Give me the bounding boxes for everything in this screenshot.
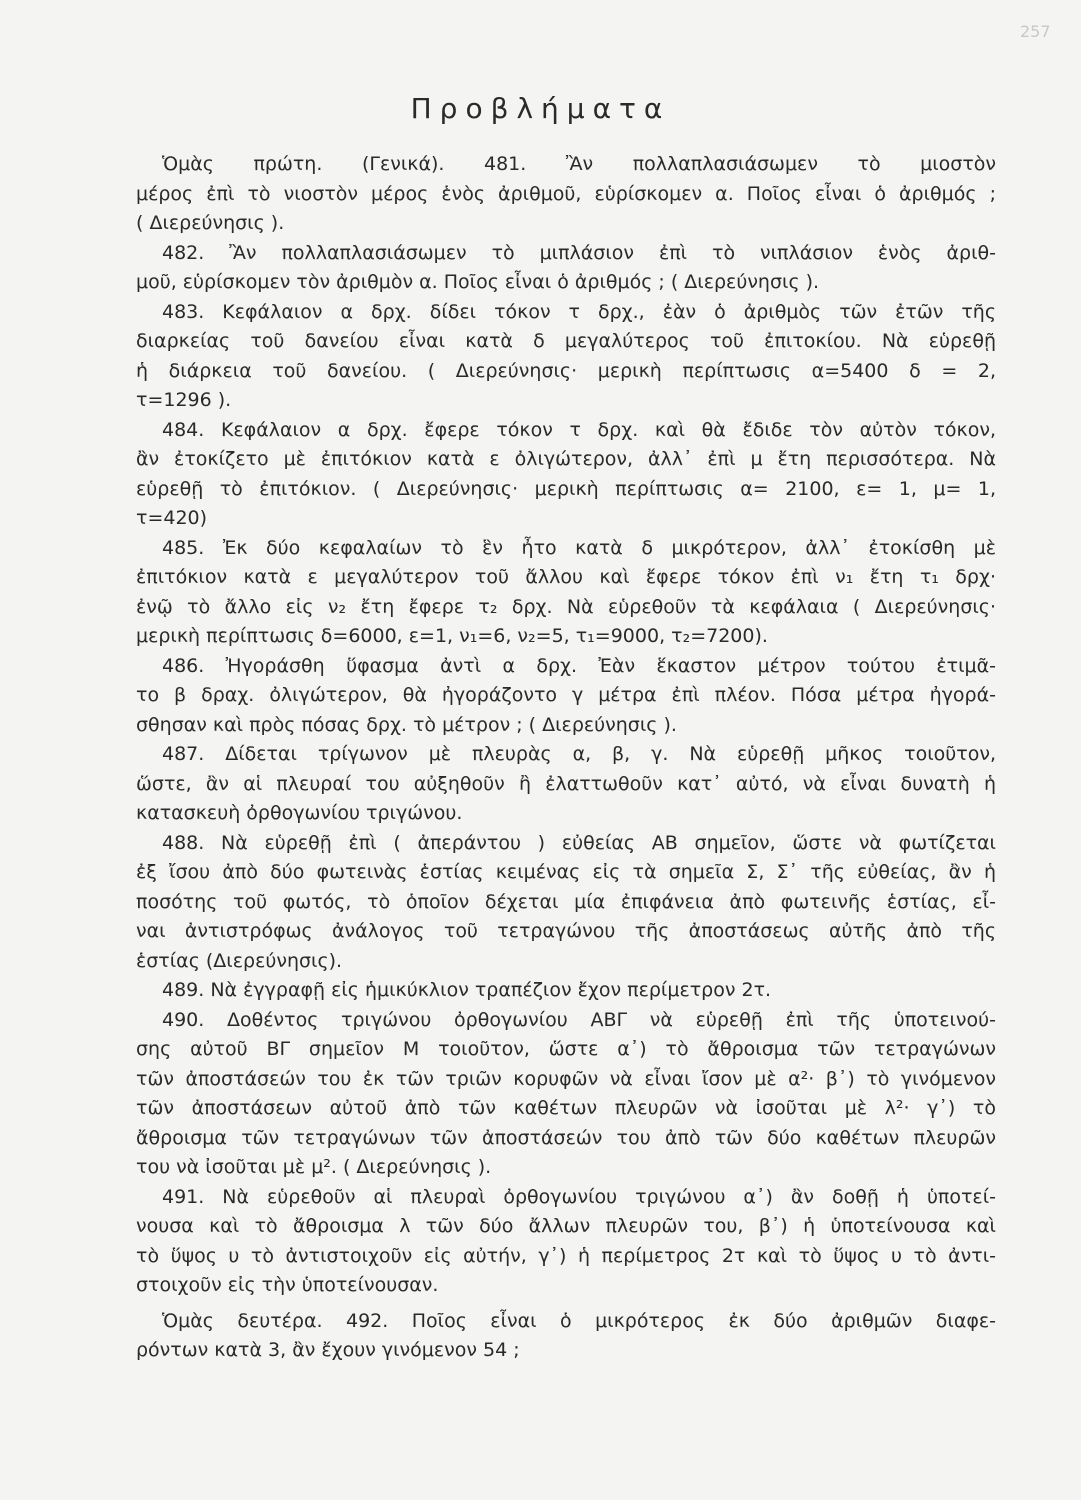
- text-line: μοῦ, εὑρίσκομεν τὸν ἀριθμὸν α. Ποῖος εἶναι ὁ ἀριθμός ; ( Διερεύνησις ).: [136, 271, 820, 293]
- text-line: ἐξ ἴσου ἀπὸ δύο φωτεινὰς ἑστίας κειμένας εἰς τὰ σημεῖα Σ, Σ᾽ τῆς εὐθείας, ἂν ἡ: [136, 861, 996, 883]
- text-line: 483. Κεφάλαιον α δρχ. δίδει τόκον τ δρχ., ἐὰν ὁ ἀριθμὸς τῶν ἐτῶν τῆς: [162, 300, 996, 323]
- text-line: Ὁμὰς δευτέρα. 492. Ποῖος εἶναι ὁ μικρότερος ἐκ δύο ἀριθμῶν διαφε-: [162, 1309, 996, 1332]
- text-line: ναι ἀντιστρόφως ἀνάλογος τοῦ τετραγώνου τῆς ἀποστάσεως αὐτῆς ἀπὸ τῆς: [136, 920, 996, 942]
- text-line: κατασκευὴ ὀρθογωνίου τριγώνου.: [136, 802, 463, 824]
- text-line: ἑστίας (Διερεύνησις).: [136, 949, 343, 972]
- text-line: διαρκείας τοῦ δανείου εἶναι κατὰ δ μεγαλύτερος τοῦ ἐπιτοκίου. Νὰ εὑρεθῇ: [136, 330, 996, 352]
- body-text: [136, 150, 996, 1366]
- text-line: τῶν ἀποστάσεών του ἐκ τῶν τριῶν κορυφῶν νὰ εἶναι ἴσον μὲ α²· β᾽) τὸ γινόμενον: [136, 1067, 996, 1090]
- text-line: ἄθροισμα τῶν τετραγώνων τῶν ἀποστάσεών του ἀπὸ τῶν δύο καθέτων πλευρῶν: [136, 1126, 996, 1149]
- text-line: 487. Δίδεται τρίγωνον μὲ πλευρὰς α, β, γ. Νὰ εὑρεθῇ μῆκος τοιοῦτον,: [162, 743, 996, 765]
- text-line: ρόντων κατὰ 3, ἂν ἔχουν γινόμενον 54 ;: [136, 1339, 520, 1361]
- text-line: τ=420): [136, 507, 208, 529]
- text-line: ( Διερεύνησις ).: [136, 212, 285, 234]
- text-line: 486. Ἠγοράσθη ὕφασμα ἀντὶ α δρχ. Ἐὰν ἕκαστον μέτρον τούτου ἐτιμᾶ-: [162, 654, 996, 677]
- text-line: σθησαν καὶ πρὸς πόσας δρχ. τὸ μέτρον ; ( Διερεύνησις ).: [136, 713, 677, 736]
- text-line: ἡ διάρκεια τοῦ δανείου. ( Διερεύνησις· μερικὴ περίπτωσις α=5400 δ = 2,: [136, 359, 996, 382]
- text-line: τὸ ὕψος υ τὸ ἀντιστοιχοῦν εἰς αὐτήν, γ᾽) ἡ περίμετρος 2τ καὶ τὸ ὕψος υ τὸ ἀντι-: [136, 1244, 996, 1267]
- text-line: 489. Νὰ ἐγγραφῇ εἰς ἡμικύκλιον τραπέζιον ἔχον περίμετρον 2τ.: [162, 979, 772, 1001]
- text-line: Ὁμὰς πρώτη. (Γενικά). 481. Ἂν πολλαπλασιάσωμεν τὸ μιοστὸν: [162, 153, 996, 175]
- text-line: στοιχοῦν εἰς τὴν ὑποτείνουσαν.: [136, 1274, 439, 1296]
- text-line: του νὰ ἰσοῦται μὲ μ². ( Διερεύνησις ).: [136, 1156, 492, 1178]
- text-line: το β δραχ. ὀλιγώτερον, θὰ ἠγοράζοντο γ μέτρα ἐπὶ πλέον. Πόσα μέτρα ἠγορά-: [136, 684, 996, 706]
- text-line: ποσότης τοῦ φωτός, τὸ ὁποῖον δέχεται μία ἐπιφάνεια ἀπὸ φωτεινῆς ἑστίας, εἶ-: [136, 890, 996, 913]
- text-line: τ=1296 ).: [136, 389, 232, 411]
- text-line: ὥστε, ἂν αἱ πλευραί του αὐξηθοῦν ἢ ἐλαττωθοῦν κατ᾽ αὐτό, νὰ εἶναι δυνατὴ ἡ: [136, 772, 996, 795]
- text-line: 490. Δοθέντος τριγώνου ὀρθογωνίου ΑΒΓ νὰ εὑρεθῇ ἐπὶ τῆς ὑποτεινού-: [162, 1008, 996, 1031]
- text-line: 484. Κεφάλαιον α δρχ. ἔφερε τόκον τ δρχ. καὶ θὰ ἔδιδε τὸν αὐτὸν τόκον,: [162, 418, 996, 441]
- text-line: 482. Ἂν πολλαπλασιάσωμεν τὸ μιπλάσιον ἐπὶ τὸ νιπλάσιον ἑνὸς ἀριθ-: [162, 241, 996, 264]
- text-line: 491. Νὰ εὑρεθοῦν αἱ πλευραὶ ὀρθογωνίου τριγώνου α᾽) ἂν δοθῇ ἡ ὑποτεί-: [162, 1185, 996, 1208]
- text-line: τῶν ἀποστάσεων αὐτοῦ ἀπὸ τῶν καθέτων πλευρῶν νὰ ἰσοῦται μὲ λ²· γ᾽) τὸ: [136, 1097, 996, 1119]
- text-line: νουσα καὶ τὸ ἄθροισμα λ τῶν δύο ἄλλων πλευρῶν του, β᾽) ἡ ὑποτείνουσα καὶ: [136, 1215, 996, 1237]
- text-line: μέρος ἐπὶ τὸ νιοστὸν μέρος ἑνὸς ἀριθμοῦ, εὑρίσκομεν α. Ποῖος εἶναι ὁ ἀριθμός ;: [136, 182, 996, 205]
- text-line: ἂν ἐτοκίζετο μὲ ἐπιτόκιον κατὰ ε ὀλιγώτερον, ἀλλ᾽ ἐπὶ μ ἔτη περισσότερα. Νὰ: [136, 448, 996, 470]
- text-line: ἐπιτόκιον κατὰ ε μεγαλύτερον τοῦ ἄλλου καὶ ἔφερε τόκον ἐπὶ ν₁ ἔτη τ₁ δρχ·: [136, 566, 996, 588]
- text-line: εὑρεθῇ τὸ ἐπιτόκιον. ( Διερεύνησις· μερικὴ περίπτωσις α= 2100, ε= 1, μ= 1,: [136, 477, 996, 500]
- page-title: Προβλήματα: [410, 92, 671, 125]
- text-line: ἐνῷ τὸ ἄλλο εἰς ν₂ ἔτη ἔφερε τ₂ δρχ. Νὰ εὑρεθοῦν τὰ κεφάλαια ( Διερεύνησις·: [136, 595, 996, 618]
- text-line: σης αὐτοῦ ΒΓ σημεῖον Μ τοιοῦτον, ὥστε α᾽) τὸ ἄθροισμα τῶν τετραγώνων: [136, 1038, 996, 1060]
- page-number: 257: [1020, 22, 1051, 41]
- text-line: μερικὴ περίπτωσις δ=6000, ε=1, ν₁=6, ν₂=5, τ₁=9000, τ₂=7200).: [136, 625, 768, 647]
- text-line: 485. Ἐκ δύο κεφαλαίων τὸ ἓν ἦτο κατὰ δ μικρότερον, ἀλλ᾽ ἐτοκίσθη μὲ: [162, 536, 996, 559]
- text-line: 488. Νὰ εὑρεθῇ ἐπὶ ( ἀπεράντου ) εὐθείας ΑΒ σημεῖον, ὥστε νὰ φωτίζεται: [162, 831, 996, 854]
